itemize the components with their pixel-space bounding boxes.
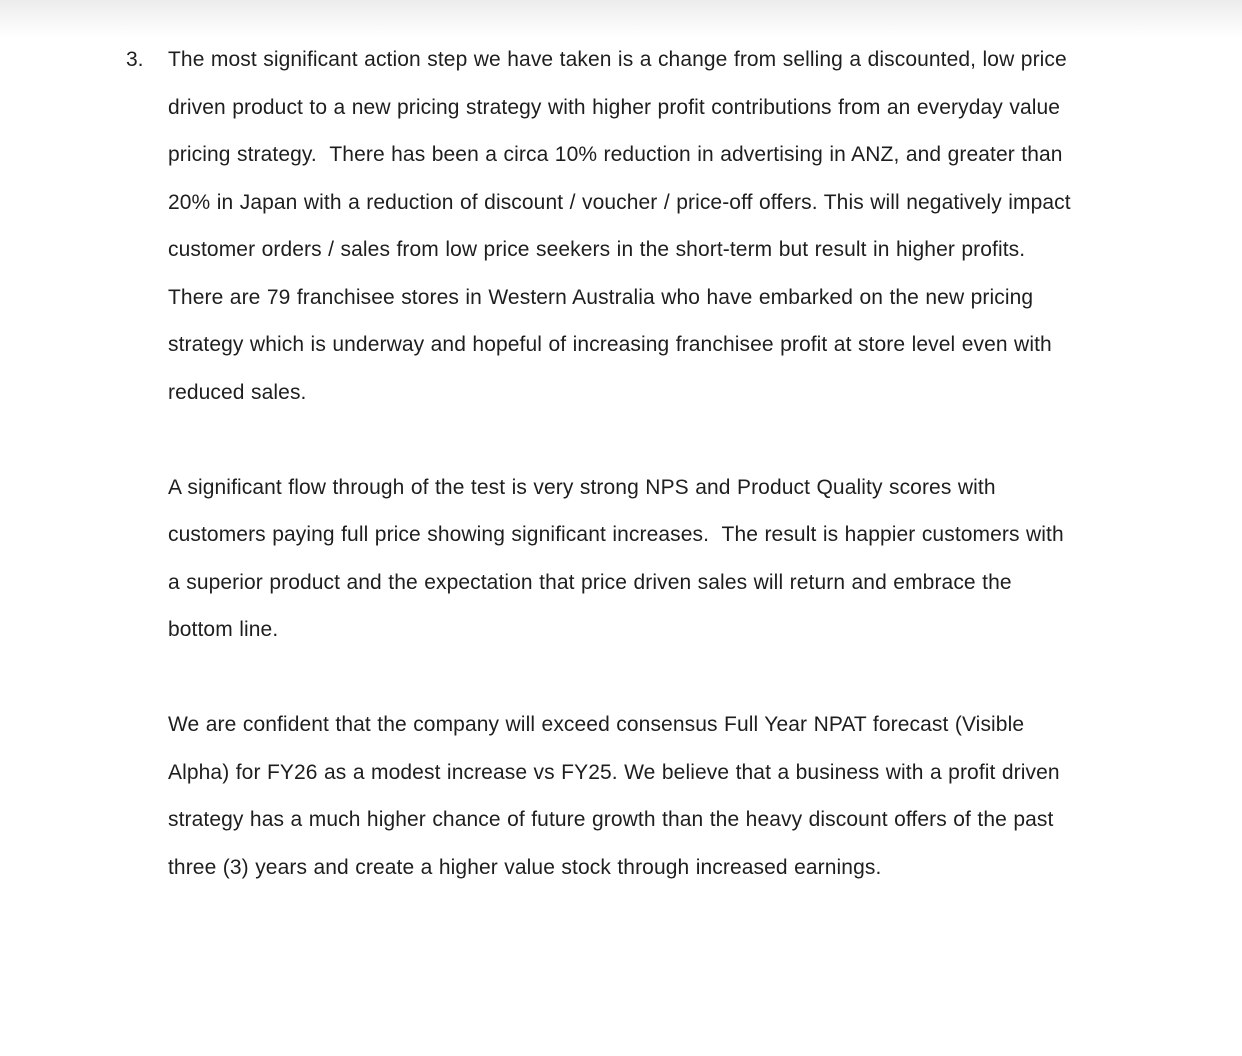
list-number: 3. xyxy=(126,48,144,71)
list-item-content xyxy=(168,36,1078,891)
paragraph-nps-product-quality: A significant flow through of the test is very strong NPS and Product Quality scores with customers paying full price showing significant increases. The result is happier customers with a superior product and the expectation that price driven sales will return and embrace the bottom line. xyxy=(168,475,1071,641)
scroll-shadow xyxy=(0,0,1242,38)
paragraph-pricing-strategy: The most significant action step we have taken is a change from selling a discounted, low price driven product to a new pricing strategy with higher profit contributions from an everyday value pricing strategy. There has been a circa 10% reduction in advertising in ANZ, and greater than 20% in Japan with a reduction of discount / voucher / price-off offers. This will negatively impact customer orders / sales from low price seekers in the short-term but result in higher profits. There are 79 franchisee stores in Western Australia who have embarked on the new pricing strategy which is underway and hopeful of increasing franchisee profit at store level even with reduced sales. xyxy=(168,48,1078,404)
numbered-list-item xyxy=(126,36,1078,891)
paragraph-npat-outlook: We are confident that the company will exceed consensus Full Year NPAT forecast (Visible Alpha) for FY26 as a modest increase vs FY25. We believe that a business with a profit driven strategy has a much higher chance of future growth than the heavy discount offers of the past three (3) years and create a higher value stock through increased earnings. xyxy=(168,713,1067,879)
document-body xyxy=(126,36,1078,891)
